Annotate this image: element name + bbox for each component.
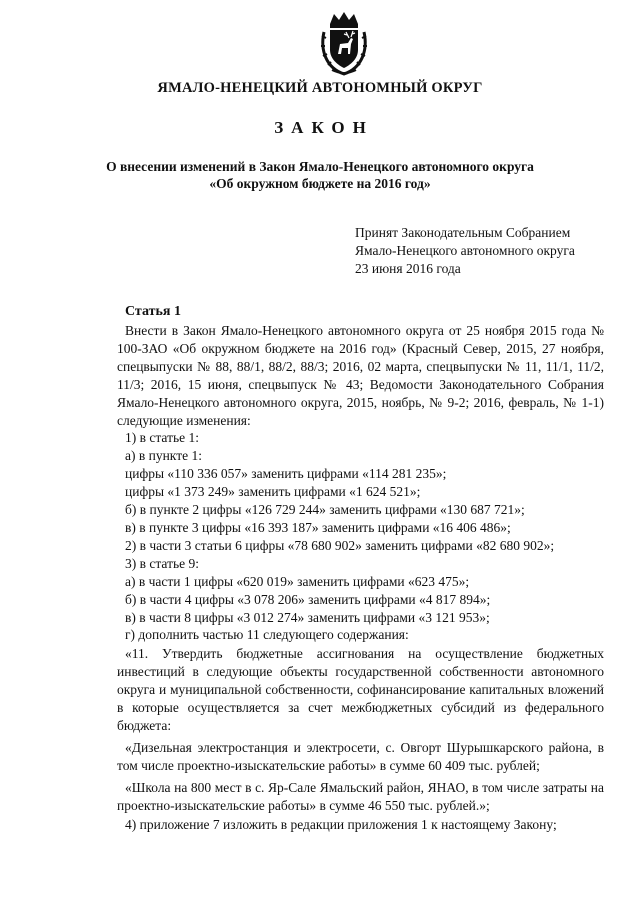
list-item: г) дополнить частью 11 следующего содержания: [125, 627, 409, 643]
adoption-note [355, 224, 625, 278]
investment-object-2: «Школа на 800 мест в с. Яр-Сале Ямальский район, ЯНАО, в том числе затраты на проектно-изыскательские работы» в сумме 46 550 тыс. рублей.»; [117, 779, 604, 813]
list-item: 1) в статье 1: [125, 430, 199, 446]
list-item: а) в пункте 1: [125, 448, 202, 464]
list-item-4: 4) приложение 7 изложить в редакции приложения 1 к настоящему Закону; [125, 817, 557, 833]
law-title-line1: О внесении изменений в Закон Ямало-Ненецкого автономного округа [106, 159, 534, 174]
article-heading: Статья 1 [125, 304, 181, 319]
list-item: цифры «110 336 057» заменить цифрами «114 281 235»; [125, 466, 447, 482]
adoption-date: 23 июня 2016 года [355, 261, 461, 276]
law-title-line2: «Об окружном бюджете на 2016 год» [209, 176, 431, 191]
list-item: а) в части 1 цифры «620 019» заменить цифрами «623 475»; [125, 573, 470, 589]
list-item: цифры «1 373 249» заменить цифрами «1 624 521»; [125, 484, 421, 500]
list-item: 2) в части 3 статьи 6 цифры «78 680 902» заменить цифрами «82 680 902»; [125, 537, 555, 553]
adoption-line2: Ямало-Ненецкого автономного округа [355, 243, 575, 258]
document-type: ЗАКОН [274, 118, 374, 137]
list-item: 3) в статье 9: [125, 555, 199, 571]
coat-of-arms-emblem [318, 10, 370, 78]
region-name: ЯМАЛО-НЕНЕЦКИЙ АВТОНОМНЫЙ ОКРУГ [157, 80, 483, 96]
article-body [117, 322, 604, 834]
list-item: б) в пункте 2 цифры «126 729 244» заменить цифрами «130 687 721»; [125, 502, 525, 518]
adoption-line1: Принят Законодательным Собранием [355, 225, 571, 240]
part-11-text: «11. Утвердить бюджетные ассигнования на осуществление бюджетных инвестиций в следующие объекты государственной собственности автономного округа и муниципальной собственности, софинансирование капитальных вложений в которые осуществляется за счет межбюджетных субсидий из федерального бюджета: [117, 646, 604, 733]
list-item: б) в части 4 цифры «3 078 206» заменить цифрами «4 817 894»; [125, 591, 491, 607]
investment-object-1: «Дизельная электростанция и электросети, с. Овгорт Шурышкарского района, в том числе проектно-изыскательские работы» в сумме 60 409 тыс. рублей; [117, 739, 604, 773]
law-title [0, 158, 640, 192]
list-item: в) в части 8 цифры «3 012 274» заменить цифрами «3 121 953»; [125, 609, 490, 625]
list-item: в) в пункте 3 цифры «16 393 187» заменить цифрами «16 406 486»; [125, 519, 511, 535]
article-intro: Внести в Закон Ямало-Ненецкого автономного округа от 25 ноября 2015 года № 100-ЗАО «Об окружном бюджете на 2016 год» (Красный Север, 2015, 27 ноября, спецвыпуски № 88, 88/1, 88/2, 88/3; 2016, 02 марта, спецвыпуски № 11, 11/1, 11/2, 11/3; 2016, 15 июня, спецвыпуск № 43; Ведомости Законодательного Собрания Ямало-Ненецкого автономного округа, 2015, ноябрь, № 9-2; 2016, февраль, № 1-1) следующие изменения: [117, 323, 604, 428]
